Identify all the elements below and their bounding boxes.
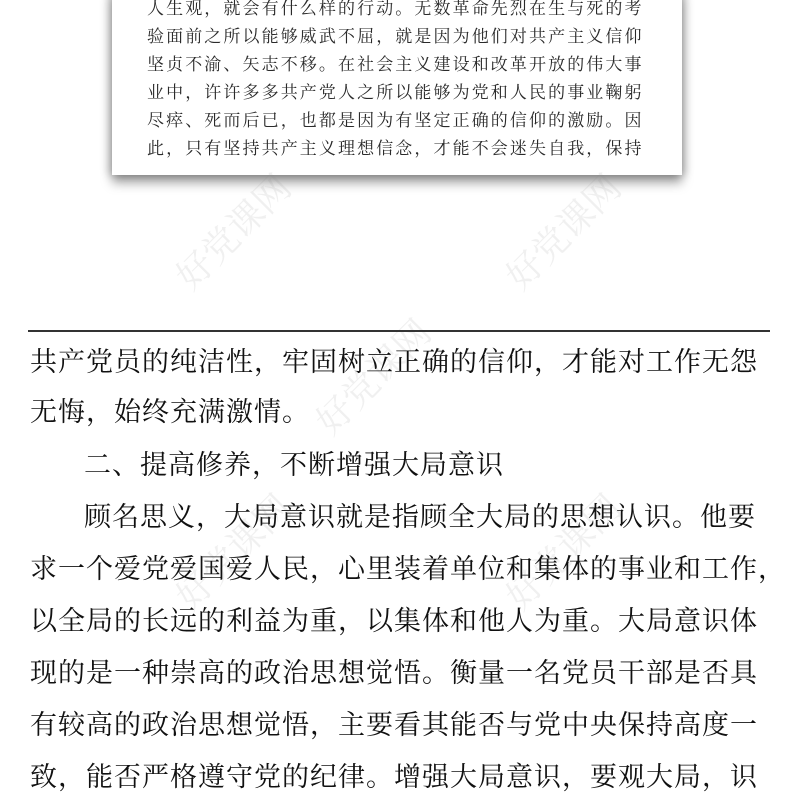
card-line: 坚贞不渝、矢志不移。在社会主义建设和改革开放的伟大事: [147, 55, 644, 75]
card-line: 人生观，就会有什么样的行动。无数革命先烈在生与死的考: [147, 0, 644, 19]
watermark: 好党课网: [168, 167, 300, 299]
card-line: 业中，许许多多共产党人之所以能够为党和人民的事业鞠躬: [147, 83, 644, 103]
watermark: 好党课网: [168, 487, 300, 619]
watermark: 好党课网: [308, 312, 440, 444]
body-line: 无悔，始终充满激情。: [30, 397, 310, 428]
card-line: 尽瘁、死而后已，也都是因为有坚定正确的信仰的激励。因: [147, 111, 644, 131]
section-heading: 二、提高修养，不断增强大局意识: [84, 450, 504, 481]
watermark: 好党课网: [498, 487, 630, 619]
card-line: 验面前之所以能够威武不屈，就是因为他们对共产主义信仰: [147, 27, 644, 47]
body-line: 致，能否严格遵守党的纪律。增强大局意识，要观大局，识: [30, 762, 758, 793]
excerpt-card: [112, 0, 682, 175]
body-line: 顾名思义，大局意识就是指顾全大局的思想认识。他要: [84, 502, 756, 533]
body-line: 求一个爱党爱国爱人民，心里装着单位和集体的事业和工作，: [30, 554, 786, 585]
body-line: 共产党员的纯洁性，牢固树立正确的信仰，才能对工作无怨: [30, 347, 758, 378]
card-line: 此，只有坚持共产主义理想信念，才能不会迷失自我，保持: [147, 139, 644, 159]
body-line: 以全局的长远的利益为重，以集体和他人为重。大局意识体: [30, 606, 758, 637]
body-line: 有较高的政治思想觉悟，主要看其能否与党中央保持高度一: [30, 710, 758, 741]
watermark: 好党课网: [498, 167, 630, 299]
divider: [28, 330, 770, 332]
body-line: 现的是一种崇高的政治思想觉悟。衡量一名党员干部是否具: [30, 658, 758, 689]
